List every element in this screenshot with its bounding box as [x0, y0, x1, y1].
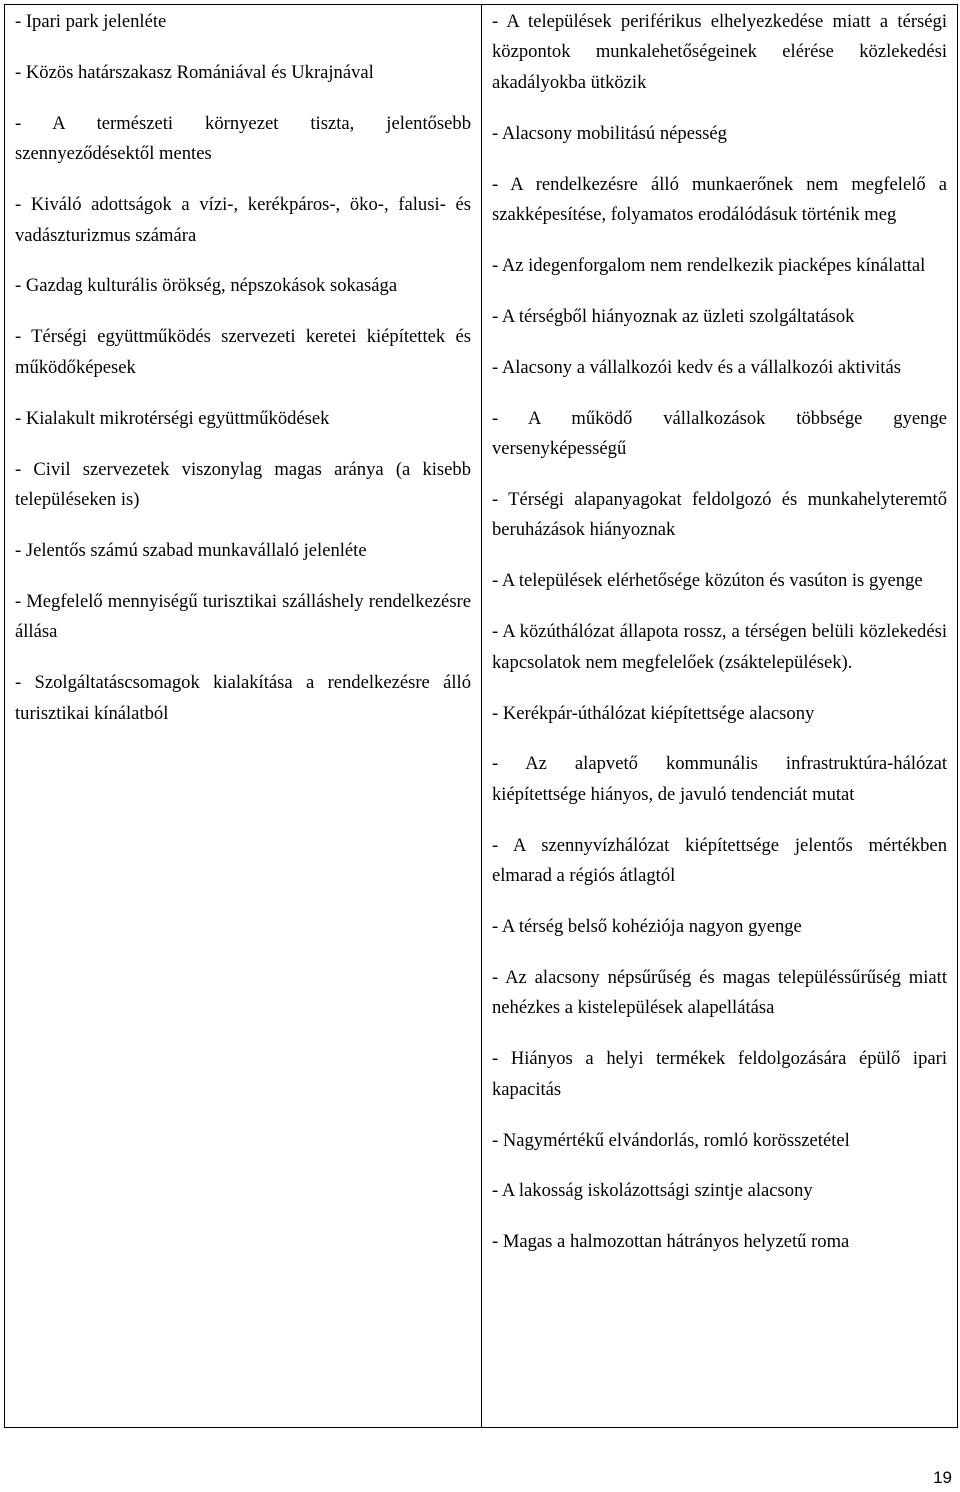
- list-item: - Alacsony a vállalkozói kedv és a vállalkozói aktivitás: [492, 356, 901, 378]
- list-item: - A működő vállalkozások többsége gyenge versenyképességű: [492, 407, 947, 460]
- strengths-cell: [5, 5, 482, 1428]
- list-item: - Kerékpár-úthálózat kiépítettsége alacsony: [492, 702, 815, 724]
- list-item: - Ipari park jelenléte: [15, 11, 167, 32]
- list-item: - A lakosság iskolázottsági szintje alacsony: [492, 1180, 813, 1202]
- list-item: - Szolgáltatáscsomagok kialakítása a rendelkezésre álló turisztikai kínálatból: [15, 672, 471, 724]
- list-item: - A települések elérhetősége közúton és vasúton is gyenge: [492, 570, 923, 592]
- list-item: - Hiányos a helyi termékek feldolgozására épülő ipari kapacitás: [492, 1048, 947, 1100]
- list-item: - Megfelelő mennyiségű turisztikai szálláshely rendelkezésre állása: [15, 590, 471, 643]
- list-item: - A szennyvízhálózat kiépítettsége jelentős mértékben elmarad a régiós átlagtól: [492, 834, 947, 887]
- list-item: - Az alacsony népsűrűség és magas településsűrűség miatt nehézkes a kistelepülések alapellátása: [492, 966, 947, 1019]
- weaknesses-cell: [482, 5, 958, 1428]
- list-item: - Jelentős számú szabad munkavállaló jelenléte: [15, 539, 367, 561]
- table-row: [5, 5, 958, 1428]
- list-item: - Magas a halmozottan hátrányos helyzetű roma: [492, 1231, 850, 1253]
- list-item: - A települések periférikus elhelyezkedése miatt a térségi központok munkalehetőségeinek elérése közlekedési akadályokba ütközik: [492, 11, 947, 93]
- list-item: - A közúthálózat állapota rossz, a térségen belüli közlekedési kapcsolatok nem megfelelőek (zsáktelepülések).: [492, 621, 947, 673]
- list-item: - A természeti környezet tiszta, jelentősebb szennyeződésektől mentes: [15, 112, 471, 165]
- swot-table: [4, 4, 958, 1428]
- list-item: - Térségi együttműködés szervezeti keretei kiépítettek és működőképesek: [15, 326, 471, 378]
- list-item: - Az idegenforgalom nem rendelkezik piacképes kínálattal: [492, 254, 926, 276]
- list-item: - Az alapvető kommunális infrastruktúra-hálózat kiépítettsége hiányos, de javuló tendenciát mutat: [492, 753, 947, 805]
- list-item: - Nagymértékű elvándorlás, romló korösszetétel: [492, 1129, 850, 1151]
- list-item: - A térség belső kohéziója nagyon gyenge: [492, 916, 802, 938]
- list-item: - Alacsony mobilitású népesség: [492, 122, 727, 144]
- weaknesses-list: [482, 5, 957, 1258]
- list-item: - Gazdag kulturális örökség, népszokások sokasága: [15, 275, 398, 297]
- list-item: - A térségből hiányoznak az üzleti szolgáltatások: [492, 305, 855, 327]
- strengths-list: [5, 5, 481, 729]
- list-item: - Közös határszakasz Romániával és Ukrajnával: [15, 61, 374, 83]
- page-number: 19: [933, 1468, 952, 1487]
- list-item: - Civil szervezetek viszonylag magas aránya (a kisebb településeken is): [15, 458, 471, 510]
- list-item: - Kiváló adottságok a vízi-, kerékpáros-, öko-, falusi- és vadászturizmus számára: [15, 194, 471, 246]
- list-item: - Térségi alapanyagokat feldolgozó és munkahelyteremtő beruházások hiányoznak: [492, 488, 947, 541]
- list-item: - A rendelkezésre álló munkaerőnek nem megfelelő a szakképesítése, folyamatos erodálódásuk történik meg: [492, 173, 947, 226]
- list-item: - Kialakult mikrotérségi együttműködések: [15, 407, 330, 429]
